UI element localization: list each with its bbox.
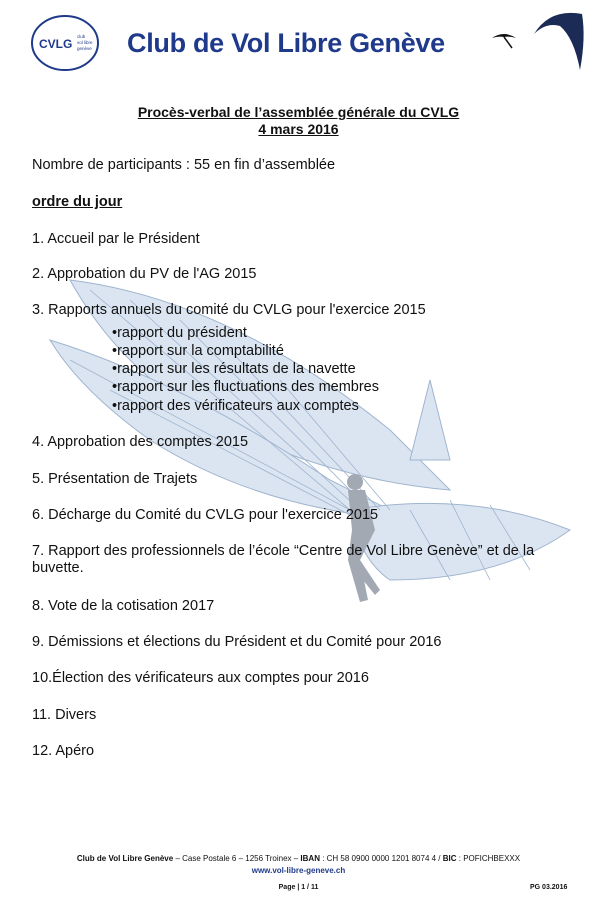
footer-iban: : CH 58 0900 0000 1201 8074 4 / — [319, 854, 443, 863]
hang-glider-icon — [490, 32, 518, 52]
agenda-subitem: •rapport des vérificateurs aux comptes — [112, 398, 359, 414]
agenda-item-10: 10.Élection des vérificateurs aux comptes pour 2016 — [32, 670, 369, 686]
agenda-item-7: 7. Rapport des professionnels de l’école “Centre de Vol Libre Genève” et de la buvette. — [32, 543, 535, 576]
agenda-item-3: 3. Rapports annuels du comité du CVLG pour l'exercice 2015 — [32, 302, 426, 318]
participants-count: Nombre de participants : 55 en fin d’assemblée — [32, 157, 336, 173]
agenda-item-9: 9. Démissions et élections du Président et du Comité pour 2016 — [32, 634, 442, 650]
paraglider-icon — [530, 8, 586, 72]
footer-address — [0, 854, 597, 863]
footer-bic-label: BIC — [442, 854, 457, 863]
agenda-item-4: 4. Approbation des comptes 2015 — [32, 434, 249, 450]
document-date: 4 mars 2016 — [258, 121, 339, 137]
svg-text:CVLG: CVLG — [39, 37, 73, 51]
agenda-item-5: 5. Présentation de Trajets — [32, 471, 198, 487]
footer-address-text: – Case Postale 6 – 1256 Troinex – — [173, 854, 301, 863]
document-code: PG 03.2016 — [530, 884, 568, 891]
agenda-item-11: 11. Divers — [32, 707, 97, 723]
agenda-item-12: 12. Apéro — [32, 743, 95, 759]
agenda-heading: ordre du jour — [32, 194, 123, 210]
footer-iban-label: IBAN — [300, 854, 320, 863]
svg-text:vol libre: vol libre — [77, 40, 93, 45]
agenda-subitem: •rapport sur les fluctuations des membres — [112, 379, 379, 395]
footer-bic: : POFICHBEXXX — [456, 854, 521, 863]
club-title: Club de Vol Libre Genève — [127, 28, 445, 58]
footer-org: Club de Vol Libre Genève — [76, 854, 174, 863]
footer-website-link[interactable]: www.vol-libre-geneve.ch — [251, 866, 346, 875]
agenda-item-6: 6. Décharge du Comité du CVLG pour l'exercice 2015 — [32, 507, 379, 523]
agenda-item-2: 2. Approbation du PV de l'AG 2015 — [32, 266, 257, 282]
svg-text:genève: genève — [77, 46, 92, 51]
document-title: Procès-verbal de l’assemblée générale du CVLG — [137, 104, 460, 120]
cvlg-logo — [30, 14, 100, 72]
agenda-subitem: •rapport sur les résultats de la navette — [112, 361, 356, 377]
agenda-item-1: 1. Accueil par le Président — [32, 231, 200, 247]
page-number: Page | 1 / 11 — [278, 884, 319, 891]
agenda-subitem: •rapport du président — [112, 325, 247, 341]
agenda-item-8: 8. Vote de la cotisation 2017 — [32, 598, 215, 614]
svg-text:club: club — [77, 34, 86, 39]
agenda-subitem: •rapport sur la comptabilité — [112, 343, 284, 359]
